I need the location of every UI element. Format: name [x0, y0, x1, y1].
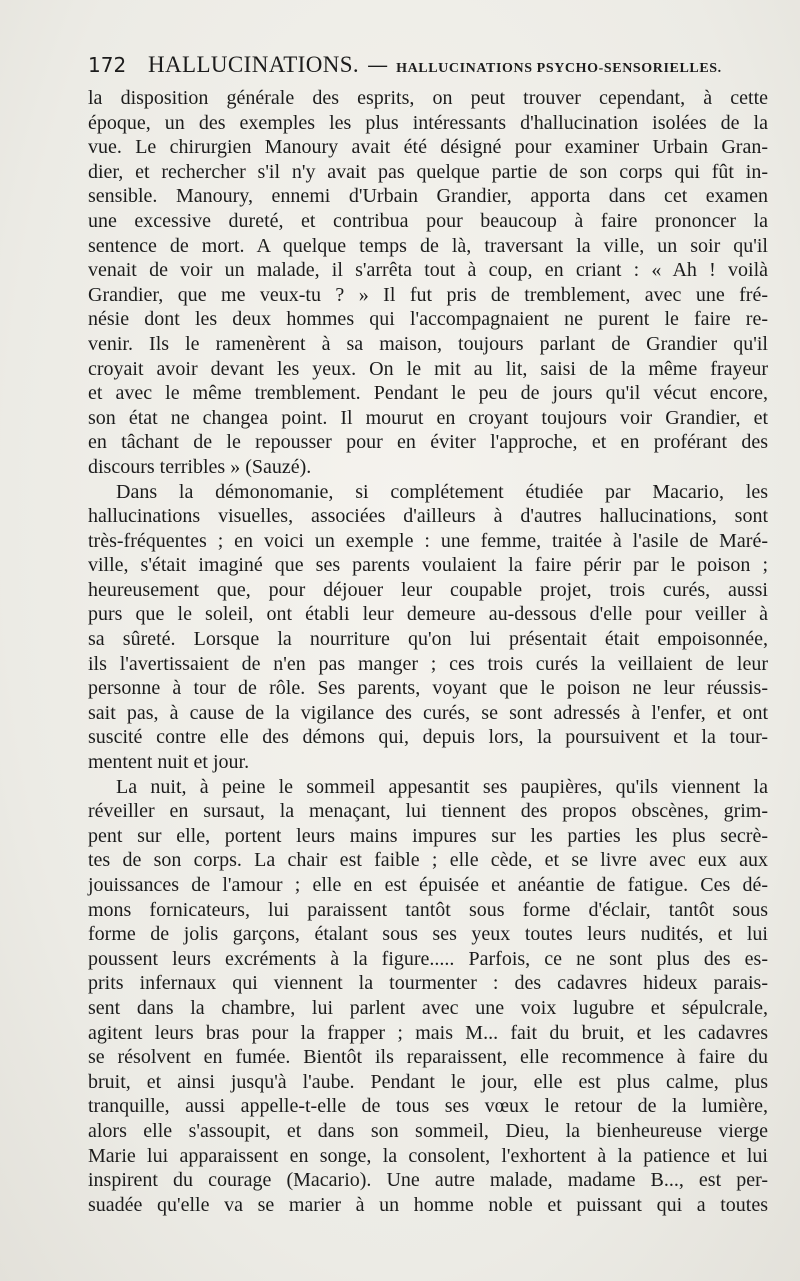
text-line: tes de son corps. La chair est faible ; elle cède, et se livre avec eux aux: [88, 849, 768, 872]
text-line: nésie dont les deux hommes qui l'accompagnaient ne purent le faire re-: [88, 308, 768, 331]
running-subtitle: HALLUCINATIONS PSYCHO-SENSORIELLES.: [396, 61, 722, 76]
text-line: bruit, et ainsi jusqu'à l'aube. Pendant le jour, elle est plus calme, plus: [88, 1070, 768, 1093]
text-line: pent sur elle, portent leurs mains impures sur les parties les plus secrè-: [88, 824, 768, 847]
text-line: agitent leurs bras pour la frapper ; mais M... fait du bruit, et les cadavres: [88, 1021, 768, 1044]
text-line: La nuit, à peine le sommeil appesantit ses paupières, qu'ils viennent la: [116, 775, 768, 798]
text-line: ils l'avertissaient de n'en pas manger ; ces trois curés la veillaient de leur: [88, 652, 768, 675]
text-line: la disposition générale des esprits, on peut trouver cependant, à cette: [88, 87, 768, 109]
text-line: prits infernaux qui viennent la tourmenter : des cadavres hideux parais-: [88, 972, 768, 995]
text-line: inspirent du courage (Macario). Une autre malade, madame B..., est per-: [88, 1169, 768, 1192]
text-line: Marie lui apparaissent en songe, la consolent, l'exhortent à la patience et lui: [88, 1144, 768, 1167]
header-dash: —: [367, 53, 389, 77]
text-line: suscité contre elle des démons qui, depuis lors, la poursuivent et la tour-: [88, 726, 768, 749]
text-line: alors elle s'assoupit, et dans son sommeil, Dieu, la bienheureuse vierge: [88, 1119, 768, 1142]
body-text: [88, 86, 768, 1217]
running-title: HALLUCINATIONS.: [148, 52, 360, 77]
text-line: Dans la démonomanie, si complétement étudiée par Macario, les: [116, 480, 768, 503]
running-header: [88, 50, 768, 84]
text-line: en tâchant de le repousser pour en éviter l'approche, et en proférant des: [88, 431, 768, 454]
text-line: suadée qu'elle va se marier à un homme noble et puissant qui a toutes: [88, 1193, 768, 1216]
text-line: Grandier, que me veux-tu ? » Il fut pris de tremblement, avec une fré-: [88, 283, 768, 306]
text-line: mons fornicateurs, lui paraissent tantôt sous forme d'éclair, tantôt sous: [88, 898, 768, 921]
text-line: sentence de mort. A quelque temps de là, traversant la ville, un soir qu'il: [88, 234, 768, 257]
text-line: ville, s'était imaginé que ses parents voulaient la faire périr par le poison ;: [88, 554, 768, 577]
text-line: mentent nuit et jour.: [88, 751, 250, 774]
text-line: venait de voir un malade, il s'arrêta tout à coup, en criant : « Ah ! voilà: [88, 259, 768, 282]
text-line: jouissances de l'amour ; elle en est épuisée et anéantie de fatigue. Ces dé-: [88, 874, 768, 896]
text-line: et avec le même tremblement. Pendant le peu de jours qu'il vécut encore,: [88, 382, 768, 405]
text-line: très-fréquentes ; en voici un exemple : une femme, traitée à l'asile de Maré-: [88, 529, 768, 552]
text-line: sait pas, à cause de la vigilance des curés, se sont adressés à l'enfer, et ont: [88, 701, 768, 724]
text-line: tranquille, aussi appelle-t-elle de tous ses vœux le retour de la lumière,: [88, 1095, 768, 1118]
text-line: heureusement que, pour déjouer leur coupable projet, trois curés, aussi: [88, 578, 768, 601]
text-line: réveiller en sursaut, la menaçant, lui tiennent des propos obscènes, grim-: [88, 800, 768, 823]
text-line: une excessive dureté, et contribua pour beaucoup à faire prononcer la: [88, 209, 768, 232]
text-line: forme de jolis garçons, étalant sous ses yeux toutes leurs nudités, et lui: [88, 923, 768, 946]
text-line: hallucinations visuelles, associées d'ailleurs à d'autres hallucinations, sont: [88, 505, 768, 528]
text-line: purs que le soleil, ont établi leur demeure au-dessous d'elle pour veiller à: [88, 603, 768, 626]
text-line: croyait avoir devant les yeux. On le mit au lit, saisi de la même frayeur: [88, 357, 768, 380]
text-line: dier, et rechercher s'il n'y avait pas quelque partie de son corps qui fût in-: [88, 160, 768, 183]
text-line: époque, un des exemples les plus intéressants d'hallucination isolées de la: [88, 111, 768, 134]
text-line: se résolvent en fumée. Bientôt ils reparaissent, elle recommence à faire du: [88, 1046, 768, 1069]
text-line: sa sûreté. Lorsque la nourriture qu'on lui présentait était empoisonnée,: [88, 628, 768, 651]
text-line: personne à tour de rôle. Ses parents, voyant que le poison ne leur réussis-: [88, 677, 768, 700]
text-line: discours terribles » (Sauzé).: [88, 455, 312, 478]
text-line: venir. Ils le ramenèrent à sa maison, toujours parlant de Grandier qu'il: [88, 332, 768, 355]
text-line: son état ne changea point. Il mourut en croyant toujours voir Grandier, et: [88, 406, 768, 429]
text-line: poussent leurs excréments à la figure..... Parfois, ce ne sont plus des es-: [88, 947, 768, 970]
text-line: sent dans la chambre, lui parlent avec une voix lugubre et sépulcrale,: [88, 996, 768, 1019]
text-line: vue. Le chirurgien Manoury avait été désigné pour examiner Urbain Gran-: [88, 136, 768, 159]
page-number: 172: [88, 53, 127, 77]
text-line: sensible. Manoury, ennemi d'Urbain Grandier, apporta dans cet examen: [88, 185, 768, 208]
